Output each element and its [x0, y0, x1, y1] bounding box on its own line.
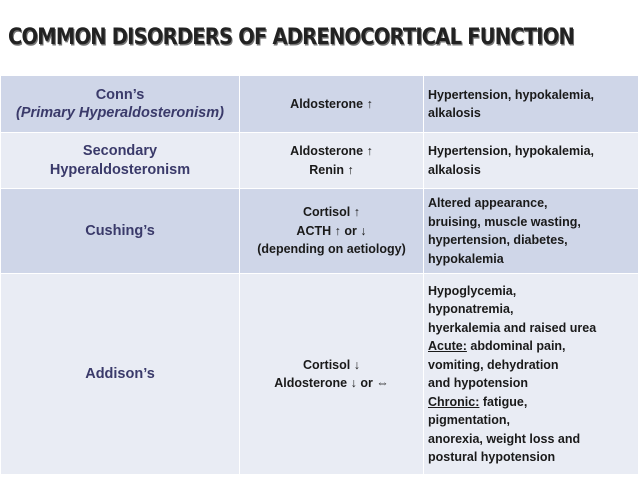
feature-line-acute — [428, 337, 638, 356]
feature-line: bruising, muscle wasting, — [428, 214, 581, 229]
feature-line-chronic — [428, 393, 638, 412]
hormone-line: Aldosterone ↑ — [290, 96, 373, 111]
features-cell — [424, 76, 638, 133]
chronic-text: fatigue, — [479, 394, 528, 409]
disorder-cell — [1, 274, 240, 475]
hormone-line: Renin ↑ — [309, 162, 354, 177]
disorder-cell — [1, 76, 240, 133]
feature-line: postural hypotension — [428, 450, 556, 464]
disorder-name: Addison’s — [85, 365, 155, 382]
feature-line: pigmentation, — [428, 413, 510, 427]
hormone-line: Cortisol ↑ — [303, 205, 360, 220]
feature-line: alkalosis — [428, 162, 481, 177]
disorder-cell — [1, 189, 240, 274]
hormone-cell — [240, 274, 424, 475]
hormone-line: Cortisol ↓ — [303, 357, 360, 372]
features-cell — [424, 133, 638, 189]
page-title: COMMON DISORDERS OF ADRENOCORTICAL FUNCTION — [8, 24, 575, 50]
acute-text: abdominal pain, — [466, 339, 566, 353]
hormone-cell — [240, 76, 424, 133]
disorder-name: Secondary — [82, 143, 158, 159]
feature-line: alkalosis — [428, 106, 481, 120]
disorders-table — [0, 75, 638, 475]
hormone-line: ACTH ↑ or ↓ — [296, 223, 367, 238]
table-row-addisons — [1, 274, 638, 475]
hormone-cell — [240, 133, 424, 189]
disorder-name: Cushing’s — [85, 222, 155, 239]
feature-line: anorexia, weight loss and — [428, 431, 581, 446]
disorder-subtitle: (Primary Hyperaldosteronism) — [16, 105, 224, 121]
feature-line: hyponatremia, — [428, 302, 514, 316]
table-row-cushings — [1, 189, 638, 274]
features-cell — [424, 189, 638, 274]
hormone-line: Aldosterone ↓ or ⇔ — [274, 376, 389, 390]
hormone-cell — [240, 189, 424, 274]
acute-label: Acute: — [428, 339, 467, 353]
feature-line: vomiting, dehydration — [428, 357, 559, 372]
feature-line: Hypoglycemia, — [428, 283, 517, 298]
feature-line: hyerkalemia and raised urea — [428, 320, 597, 335]
disorder-name: Conn’s — [95, 86, 145, 103]
feature-line: Hypertension, hypokalemia, — [428, 144, 595, 158]
hormone-line: Aldosterone ↑ — [290, 144, 373, 158]
features-cell — [424, 274, 638, 475]
feature-line: hypokalemia — [428, 251, 504, 266]
feature-line: Altered appearance, — [428, 196, 548, 210]
feature-line: and hypotension — [428, 376, 528, 390]
feature-line: Hypertension, hypokalemia, — [428, 87, 595, 102]
disorder-name: Hyperaldosteronism — [49, 161, 191, 178]
chronic-label: Chronic: — [428, 394, 480, 409]
hormone-line: (depending on aetiology) — [257, 242, 406, 257]
feature-line: hypertension, diabetes, — [428, 233, 568, 247]
table-row-secondary — [1, 133, 638, 189]
disorder-cell — [1, 133, 240, 189]
table-row-conns — [1, 76, 638, 133]
